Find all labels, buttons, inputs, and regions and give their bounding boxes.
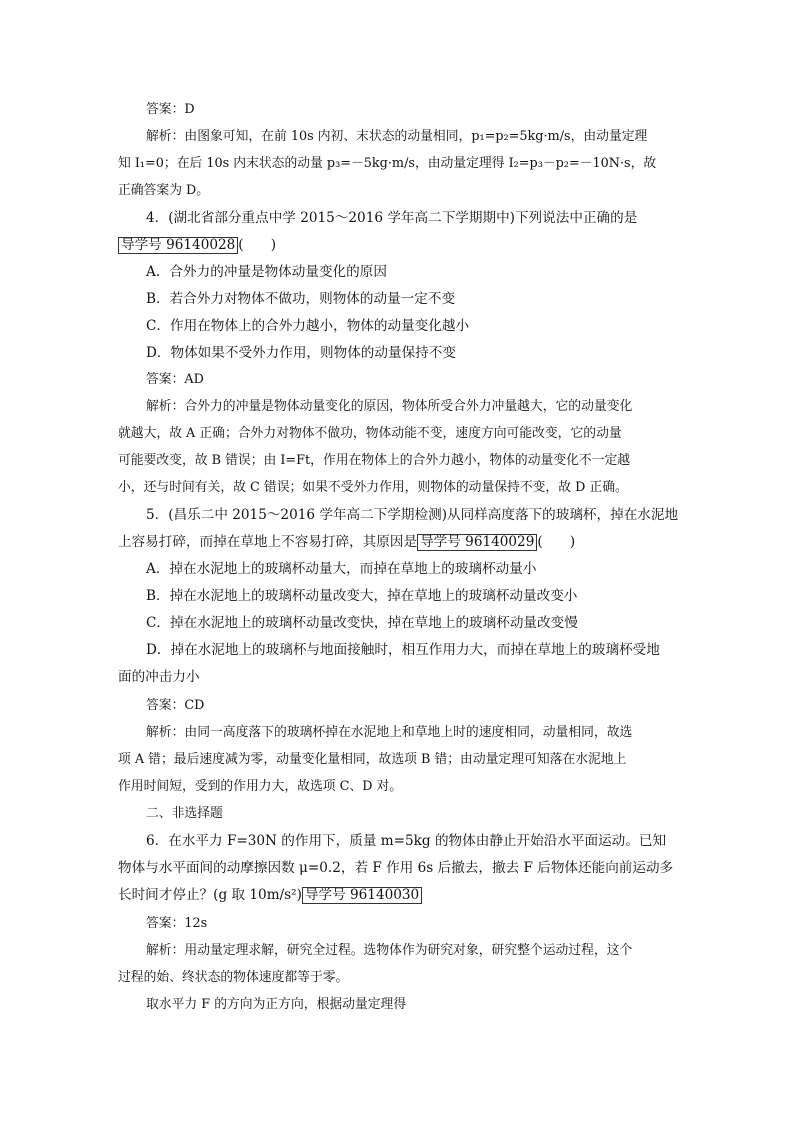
section-heading: 二、非选择题 bbox=[146, 806, 223, 821]
option-b: B．掉在水泥地上的玻璃杯动量改变大，掉在草地上的玻璃杯动量改变小 bbox=[146, 588, 578, 604]
analysis-line: 知 I₁=0；在后 10s 内末状态的动量 p₃=－5kg·m/s，由动量定理得 I₂=p₃－p₂=－10N·s，故 bbox=[118, 156, 657, 171]
stem-text: 长时间才停止？(g 取 10m/s²) bbox=[118, 887, 302, 903]
question-4-code-line bbox=[118, 233, 678, 254]
option-c: C．作用在物体上的合外力越小，物体的动量变化越小 bbox=[146, 318, 470, 334]
analysis-line: 可能要改变，故 B 错误；由 I=Ft，作用在物体上的合外力越小，物体的动量变化不一定越 bbox=[118, 453, 631, 468]
analysis-line: 项 A 错；最后速度减为零，动量变化量相同，故选项 B 错；由动量定理可知落在水泥地上 bbox=[118, 752, 627, 767]
option-a: A．合外力的冲量是物体动量变化的原因 bbox=[146, 264, 387, 280]
option-b: B．若合外力对物体不做功，则物体的动量一定不变 bbox=[146, 291, 456, 307]
analysis-line: 解析：合外力的冲量是物体动量变化的原因，物体所受合外力冲量越大，它的动量变化 bbox=[146, 399, 633, 414]
answer-line: 答案：D bbox=[146, 102, 195, 117]
question-6-stem-end bbox=[118, 883, 678, 904]
analysis-line: 解析：由同一高度落下的玻璃杯掉在水泥地上和草地上时的速度相同，动量相同，故选 bbox=[146, 725, 633, 740]
analysis-line: 小，还与时间有关，故 C 错误；如果不受外力作用，则物体的动量保持不变，故 D 正确。 bbox=[118, 480, 628, 495]
analysis-line: 就越大，故 A 正确；合外力对物体不做功，物体动能不变，速度方向可能改变，它的动量 bbox=[118, 426, 622, 441]
answer-line: 答案：AD bbox=[146, 372, 204, 387]
answer-blank: ( ) bbox=[537, 534, 576, 550]
analysis-line: 过程的始、终状态的物体速度都等于零。 bbox=[118, 970, 349, 985]
question-6-stem: 6．在水平力 F=30N 的作用下，质量 m=5kg 的物体由静止开始沿水平面运动。已知 bbox=[146, 833, 667, 849]
option-d: D．掉在水泥地上的玻璃杯与地面接触时，相互作用力大，而掉在草地上的玻璃杯受地 bbox=[146, 642, 660, 658]
question-6-stem-cont: 物体与水平面间的动摩擦因数 μ=0.2，若 F 作用 6s 后撤去，撤去 F 后物体还能向前运动多 bbox=[118, 860, 674, 876]
answer-line: 答案：CD bbox=[146, 698, 205, 713]
option-d-cont: 面的冲击力小 bbox=[118, 669, 200, 685]
analysis-line: 解析：用动量定理求解，研究全过程。选物体作为研究对象，研究整个运动过程，这个 bbox=[146, 943, 633, 958]
answer-blank: ( ) bbox=[238, 237, 277, 253]
question-4-stem: 4．(湖北省部分重点中学 2015～2016 学年高二下学期期中)下列说法中正确的是 bbox=[146, 210, 638, 226]
stem-text: 上容易打碎，而掉在草地上不容易打碎，其原因是 bbox=[118, 534, 418, 550]
question-5-stem-cont bbox=[118, 530, 678, 551]
question-5-stem: 5．(昌乐二中 2015～2016 学年高二下学期检测)从同样高度落下的玻璃杯，掉在水泥地 bbox=[146, 507, 679, 523]
guide-number-box: 导学号 96140029 bbox=[417, 534, 537, 551]
analysis-line: 解析：由图象可知，在前 10s 内初、末状态的动量相同，p₁=p₂=5kg·m/s，由动量定理 bbox=[146, 129, 648, 144]
option-a: A．掉在水泥地上的玻璃杯动量大，而掉在草地上的玻璃杯动量小 bbox=[146, 561, 537, 577]
option-d: D．物体如果不受外力作用，则物体的动量保持不变 bbox=[146, 345, 456, 361]
guide-number-box: 导学号 96140030 bbox=[302, 887, 422, 904]
option-c: C．掉在水泥地上的玻璃杯动量改变快，掉在草地上的玻璃杯动量改变慢 bbox=[146, 615, 578, 631]
analysis-line: 正确答案为 D。 bbox=[118, 183, 210, 198]
answer-line: 答案：12s bbox=[146, 916, 208, 931]
guide-number-box: 导学号 96140028 bbox=[118, 237, 238, 254]
analysis-line: 作用时间短，受到的作用力大，故选项 C、D 对。 bbox=[118, 779, 403, 794]
analysis-line: 取水平力 F 的方向为正方向，根据动量定理得 bbox=[146, 997, 407, 1012]
